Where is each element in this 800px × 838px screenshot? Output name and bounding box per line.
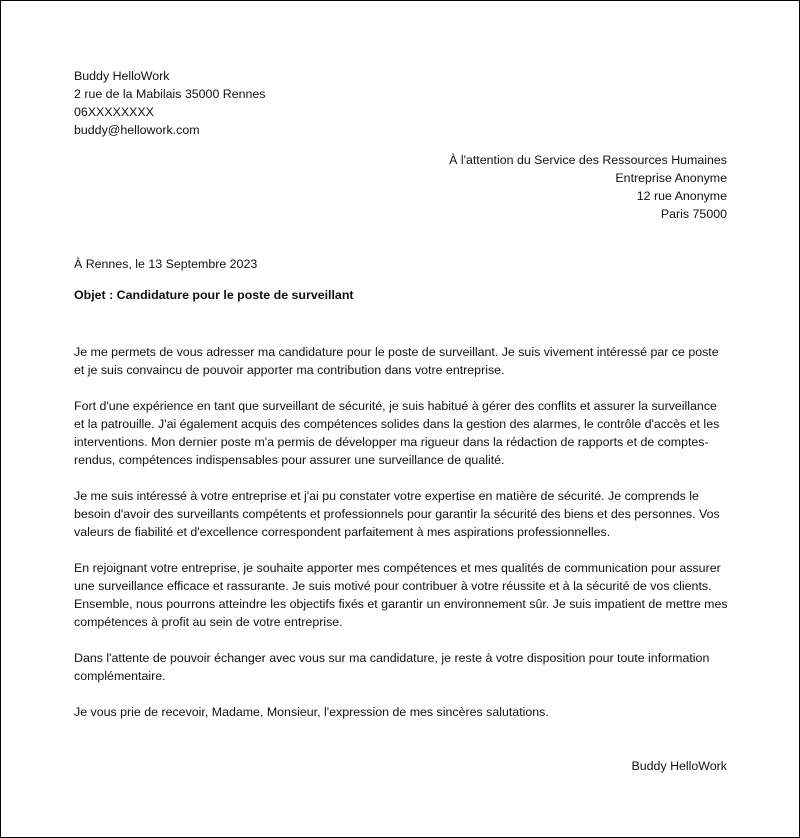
sender-email: buddy@hellowork.com (74, 123, 200, 137)
date-line: À Rennes, le 13 Septembre 2023 (74, 257, 258, 271)
body-paragraph: Fort d'une expérience en tant que surveillant de sécurité, je suis habitué à gérer des conflits et assurer la surveillance et la patrouille. J'ai également acquis des compétences solides dans la gestion des alarmes, le contrôle d'accès et les interventions. Mon dernier poste m'a permis de développer ma rigueur dans la rédaction de rapports et de comptes-rendus, compétences indispensables pour assurer une surveillance de qualité. (74, 399, 720, 467)
recipient-block (227, 151, 727, 223)
sender-address: 2 rue de la Mabilais 35000 Rennes (74, 87, 266, 101)
body-paragraph: Je me suis intéressé à votre entreprise et j'ai pu constater votre expertise en matière de sécurité. Je comprends le besoin d'avoir des surveillants compétents et professionnels pour garantir la sécurité des biens et des personnes. Vos valeurs de fiabilité et d'excellence correspondent parfaitement à mes aspirations professionnelles. (74, 489, 720, 539)
sender-phone: 06XXXXXXXX (74, 105, 154, 119)
letter-body (74, 343, 730, 739)
recipient-street: 12 rue Anonyme (636, 189, 727, 203)
recipient-attention: À l'attention du Service des Ressources Humaines (449, 153, 727, 167)
sender-block (74, 67, 474, 139)
recipient-company: Entreprise Anonyme (615, 171, 727, 185)
body-paragraph: Je me permets de vous adresser ma candidature pour le poste de surveillant. Je suis vivement intéressé par ce poste et je suis convaincu de pouvoir apporter ma contribution dans votre entreprise. (74, 345, 719, 377)
recipient-city: Paris 75000 (660, 207, 727, 221)
body-paragraph: En rejoignant votre entreprise, je souhaite apporter mes compétences et mes qualités de communication pour assurer une surveillance efficace et rassurante. Je suis motivé pour contribuer à votre réussite et à la sécurité de vos clients. Ensemble, nous pourrons atteindre les objectifs fixés et garantir un environnement sûr. Je suis impatient de mettre mes compétences à profit au sein de votre entreprise. (74, 561, 728, 629)
sender-name: Buddy HelloWork (74, 69, 170, 83)
closing-paragraph: Je vous prie de recevoir, Madame, Monsieur, l'expression de mes sincères salutations. (74, 705, 549, 719)
signature: Buddy HelloWork (631, 759, 727, 773)
subject-line: Objet : Candidature pour le poste de surveillant (74, 288, 354, 302)
body-paragraph: Dans l'attente de pouvoir échanger avec vous sur ma candidature, je reste à votre disposition pour toute information complémentaire. (74, 651, 710, 683)
